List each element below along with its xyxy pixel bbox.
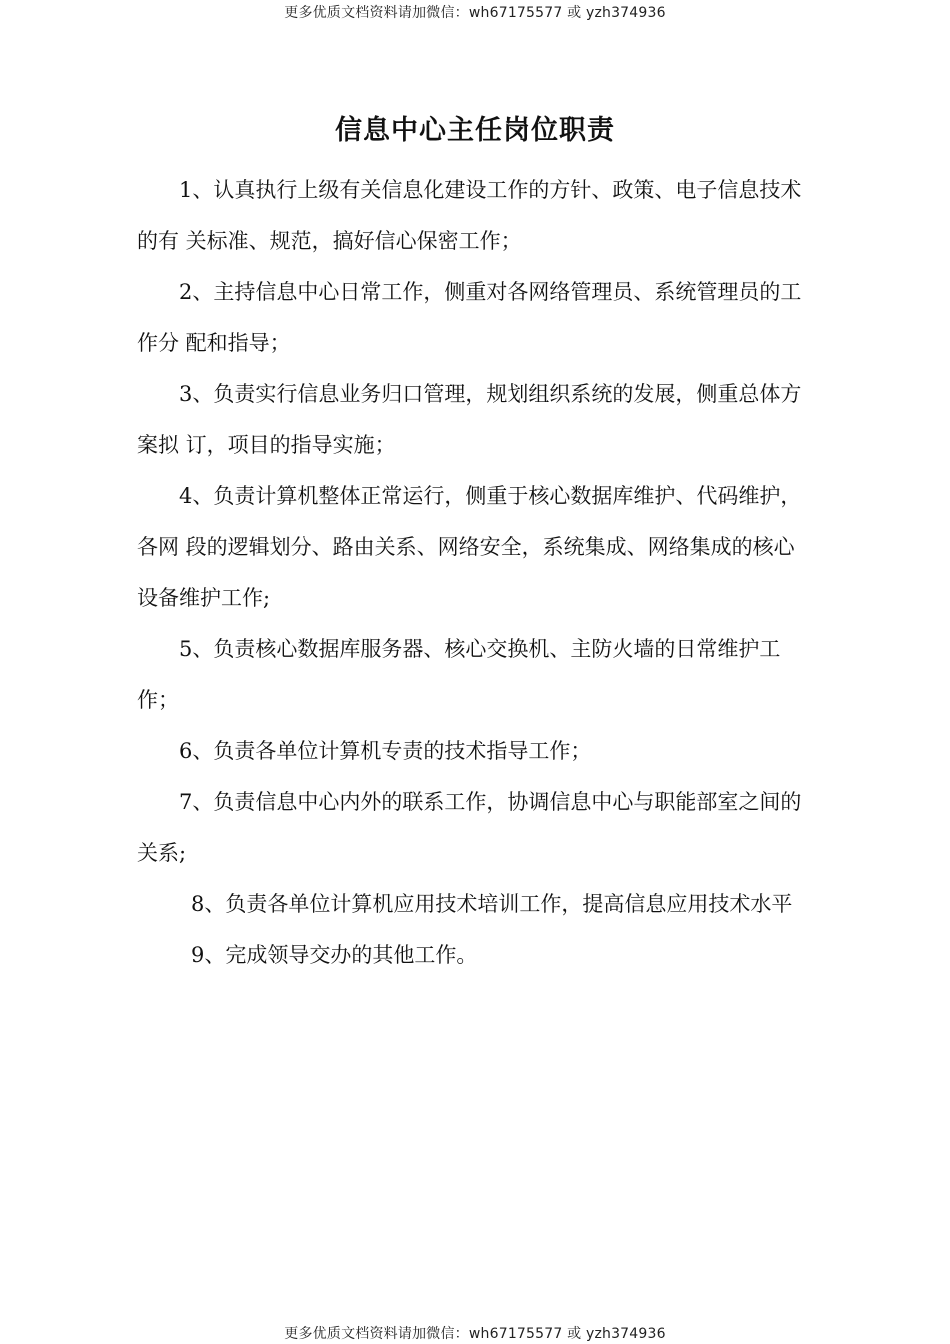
- duty-item-4: 4、负责计算机整体正常运行，侧重于核心数据库维护、代码维护，各网 段的逻辑划分、路由关系、网络安全，系统集成、网络集成的核心设备维护工作;: [137, 484, 802, 610]
- page-title: 信息中心主任岗位职责: [335, 115, 615, 146]
- duty-item-6: 6、负责各单位计算机专责的技术指导工作；: [179, 739, 592, 763]
- footer-watermark: 更多优质文档资料请加微信：wh67175577 或 yzh374936: [284, 1326, 666, 1342]
- duty-item-8: 8、负责各单位计算机应用技术培训工作，提高信息应用技术水平: [191, 892, 793, 916]
- document-body: [137, 165, 807, 981]
- header-watermark: 更多优质文档资料请加微信：wh67175577 或 yzh374936: [284, 5, 666, 21]
- duty-item-5: 5、负责核心数据库服务器、核心交换机、主防火墙的日常维护工作；: [137, 637, 781, 712]
- duty-item-7: 7、负责信息中心内外的联系工作，协调信息中心与职能部室之间的关系;: [137, 790, 802, 865]
- duty-item-2: 2、主持信息中心日常工作，侧重对各网络管理员、系统管理员的工作分 配和指导；: [137, 280, 802, 355]
- duty-item-3: 3、负责实行信息业务归口管理，规划组织系统的发展，侧重总体方案拟 订，项目的指导实施；: [137, 382, 802, 457]
- duty-item-9: 9、完成领导交办的其他工作。: [191, 943, 478, 967]
- duty-item-1: 1、认真执行上级有关信息化建设工作的方针、政策、电子信息技术的有 关标准、规范，搞好信心保密工作；: [137, 178, 802, 253]
